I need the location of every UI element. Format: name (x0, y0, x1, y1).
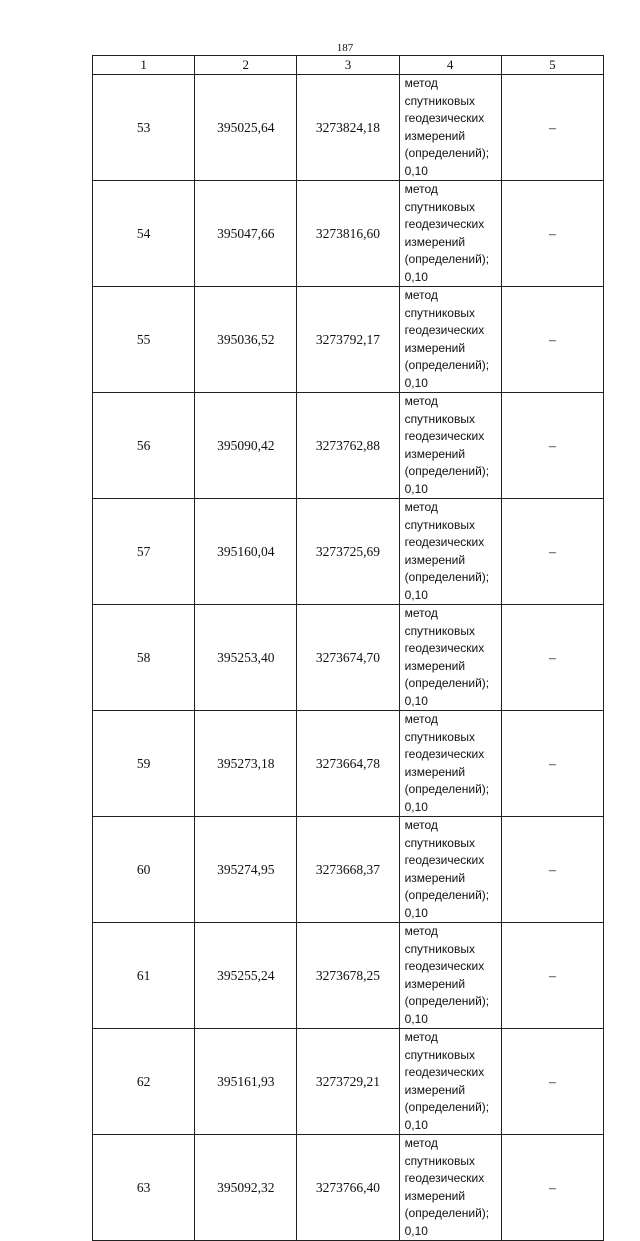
column-header: 5 (501, 56, 603, 75)
point-number-cell: 62 (93, 1029, 195, 1135)
x-coordinate-cell: 395273,18 (195, 711, 297, 817)
y-coordinate-cell: 3273674,70 (297, 605, 399, 711)
note-cell: – (501, 711, 603, 817)
column-header: 4 (399, 56, 501, 75)
method-accuracy-cell: метод спутниковых геодезических измерений (определений); 0,10 (399, 923, 501, 1029)
table-row (93, 393, 604, 499)
method-accuracy-cell: метод спутниковых геодезических измерений (определений); 0,10 (399, 817, 501, 923)
method-accuracy-cell: метод спутниковых геодезических измерений (определений); 0,10 (399, 711, 501, 817)
x-coordinate-cell: 395090,42 (195, 393, 297, 499)
table-row (93, 499, 604, 605)
y-coordinate-cell: 3273816,60 (297, 181, 399, 287)
note-cell: – (501, 75, 603, 181)
y-coordinate-cell: 3273766,40 (297, 1135, 399, 1241)
point-number-cell: 58 (93, 605, 195, 711)
coordinates-table (92, 55, 604, 1241)
note-cell: – (501, 817, 603, 923)
table-row (93, 1029, 604, 1135)
point-number-cell: 53 (93, 75, 195, 181)
column-header: 3 (297, 56, 399, 75)
x-coordinate-cell: 395274,95 (195, 817, 297, 923)
method-accuracy-cell: метод спутниковых геодезических измерений (определений); 0,10 (399, 393, 501, 499)
method-accuracy-cell: метод спутниковых геодезических измерений (определений); 0,10 (399, 1029, 501, 1135)
y-coordinate-cell: 3273729,21 (297, 1029, 399, 1135)
table-row (93, 75, 604, 181)
table-row (93, 605, 604, 711)
note-cell: – (501, 605, 603, 711)
x-coordinate-cell: 395253,40 (195, 605, 297, 711)
y-coordinate-cell: 3273824,18 (297, 75, 399, 181)
table-row (93, 817, 604, 923)
method-accuracy-cell: метод спутниковых геодезических измерений (определений); 0,10 (399, 605, 501, 711)
method-accuracy-cell: метод спутниковых геодезических измерений (определений); 0,10 (399, 75, 501, 181)
method-accuracy-cell: метод спутниковых геодезических измерений (определений); 0,10 (399, 287, 501, 393)
y-coordinate-cell: 3273678,25 (297, 923, 399, 1029)
x-coordinate-cell: 395092,32 (195, 1135, 297, 1241)
y-coordinate-cell: 3273725,69 (297, 499, 399, 605)
note-cell: – (501, 923, 603, 1029)
method-accuracy-cell: метод спутниковых геодезических измерений (определений); 0,10 (399, 1135, 501, 1241)
table-row (93, 287, 604, 393)
note-cell: – (501, 1029, 603, 1135)
table-row (93, 181, 604, 287)
note-cell: – (501, 393, 603, 499)
method-accuracy-cell: метод спутниковых геодезических измерений (определений); 0,10 (399, 181, 501, 287)
y-coordinate-cell: 3273762,88 (297, 393, 399, 499)
point-number-cell: 60 (93, 817, 195, 923)
note-cell: – (501, 1135, 603, 1241)
note-cell: – (501, 287, 603, 393)
column-header: 2 (195, 56, 297, 75)
point-number-cell: 57 (93, 499, 195, 605)
x-coordinate-cell: 395047,66 (195, 181, 297, 287)
column-header: 1 (93, 56, 195, 75)
point-number-cell: 55 (93, 287, 195, 393)
x-coordinate-cell: 395025,64 (195, 75, 297, 181)
table-header-row (93, 56, 604, 75)
y-coordinate-cell: 3273664,78 (297, 711, 399, 817)
note-cell: – (501, 181, 603, 287)
x-coordinate-cell: 395036,52 (195, 287, 297, 393)
y-coordinate-cell: 3273668,37 (297, 817, 399, 923)
table-row (93, 923, 604, 1029)
method-accuracy-cell: метод спутниковых геодезических измерений (определений); 0,10 (399, 499, 501, 605)
table-row (93, 1135, 604, 1241)
page-number: 187 (336, 42, 354, 54)
note-cell: – (501, 499, 603, 605)
x-coordinate-cell: 395161,93 (195, 1029, 297, 1135)
point-number-cell: 54 (93, 181, 195, 287)
x-coordinate-cell: 395160,04 (195, 499, 297, 605)
x-coordinate-cell: 395255,24 (195, 923, 297, 1029)
point-number-cell: 61 (93, 923, 195, 1029)
point-number-cell: 63 (93, 1135, 195, 1241)
point-number-cell: 56 (93, 393, 195, 499)
y-coordinate-cell: 3273792,17 (297, 287, 399, 393)
point-number-cell: 59 (93, 711, 195, 817)
table-row (93, 711, 604, 817)
